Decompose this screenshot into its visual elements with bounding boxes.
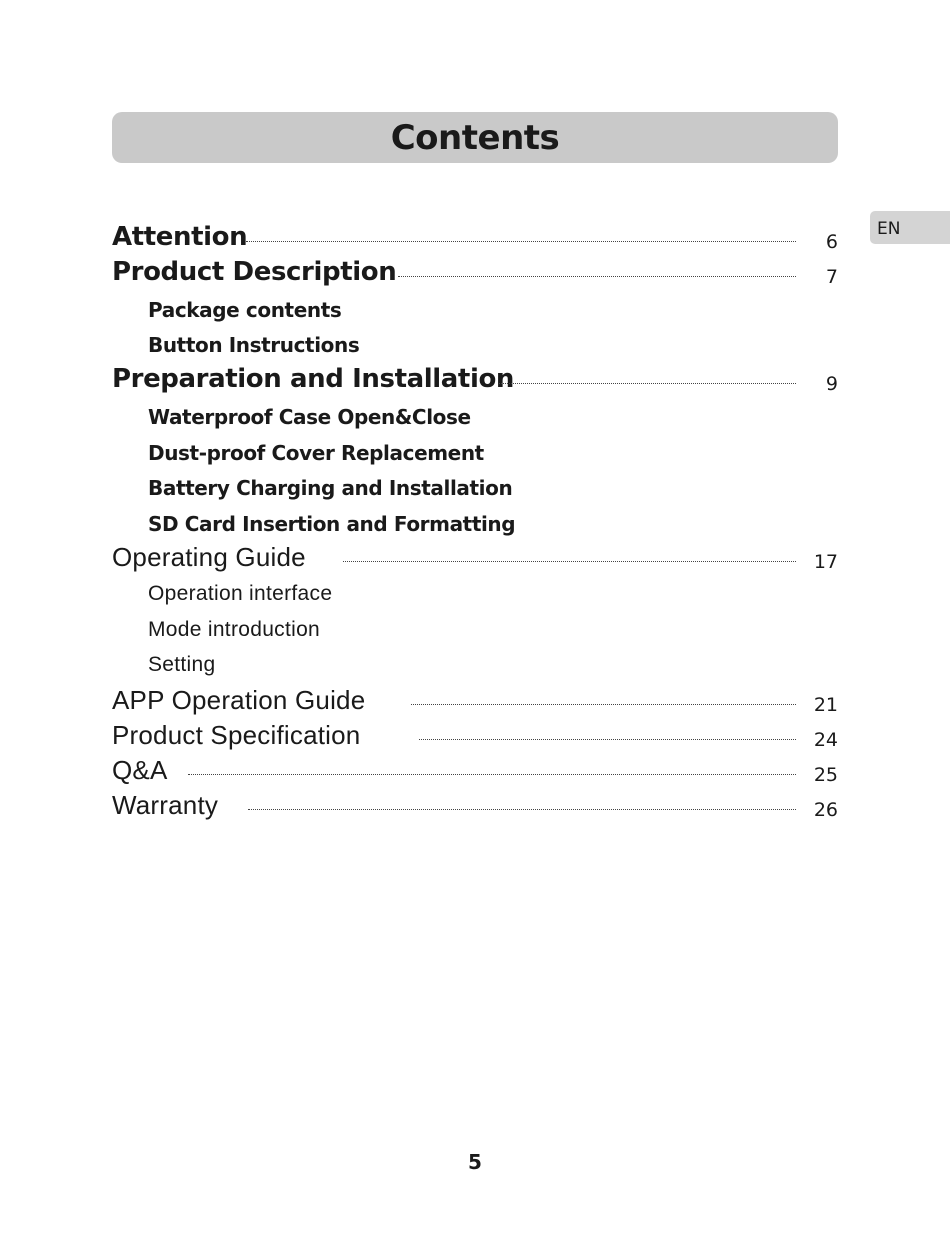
toc-subentry: Operation interface bbox=[148, 582, 333, 605]
toc-entry-label: Operating Guide bbox=[112, 542, 306, 572]
toc-entry-product-description bbox=[112, 254, 838, 290]
toc-entry-label: Warranty bbox=[112, 790, 219, 820]
toc-entry-label: Q&A bbox=[112, 755, 168, 785]
dot-leader bbox=[499, 383, 796, 384]
dot-leader bbox=[246, 241, 796, 242]
toc-entry-label: Attention bbox=[112, 222, 248, 252]
language-label: EN bbox=[877, 219, 901, 239]
toc-entry-warranty bbox=[112, 787, 838, 823]
toc-entry-attention bbox=[112, 219, 838, 255]
toc-entry-page: 9 bbox=[825, 373, 838, 395]
toc-entry-page: 25 bbox=[813, 764, 838, 786]
toc-entry-label: Preparation and Installation bbox=[112, 364, 515, 394]
toc-entry-page: 21 bbox=[813, 694, 838, 716]
dot-leader bbox=[343, 561, 796, 562]
toc-subentry: Button Instructions bbox=[148, 333, 360, 357]
toc-entry-qa bbox=[112, 752, 838, 788]
page-title: Contents bbox=[390, 117, 560, 158]
toc-subentry: SD Card Insertion and Formatting bbox=[148, 512, 516, 536]
toc-entry-page: 24 bbox=[813, 729, 838, 751]
toc-subentry: Package contents bbox=[148, 298, 342, 322]
toc-entry-label: Product Description bbox=[112, 257, 397, 287]
toc-entry-preparation-installation bbox=[112, 361, 838, 397]
toc-entry-page: 17 bbox=[813, 551, 838, 573]
dot-leader bbox=[411, 704, 796, 705]
toc-subentry: Waterproof Case Open&Close bbox=[148, 405, 471, 429]
dot-leader bbox=[419, 739, 796, 740]
toc-entry-label: Product Specification bbox=[112, 720, 361, 750]
toc-entry-page: 7 bbox=[825, 266, 838, 288]
dot-leader bbox=[188, 774, 796, 775]
toc-entry-page: 26 bbox=[813, 799, 838, 821]
page-number: 5 bbox=[468, 1150, 482, 1174]
toc-entry-label: APP Operation Guide bbox=[112, 685, 366, 715]
toc-subentry: Battery Charging and Installation bbox=[148, 476, 513, 500]
toc-subentry: Setting bbox=[148, 653, 216, 676]
toc-entry-app-operation-guide bbox=[112, 682, 838, 718]
toc-subentry: Mode introduction bbox=[148, 618, 321, 641]
dot-leader bbox=[248, 809, 796, 810]
toc-subentry: Dust-proof Cover Replacement bbox=[148, 441, 484, 465]
toc-entry-page: 6 bbox=[825, 231, 838, 253]
dot-leader bbox=[398, 276, 796, 277]
toc-entry-product-specification bbox=[112, 717, 838, 753]
toc-entry-operating-guide bbox=[112, 539, 838, 575]
